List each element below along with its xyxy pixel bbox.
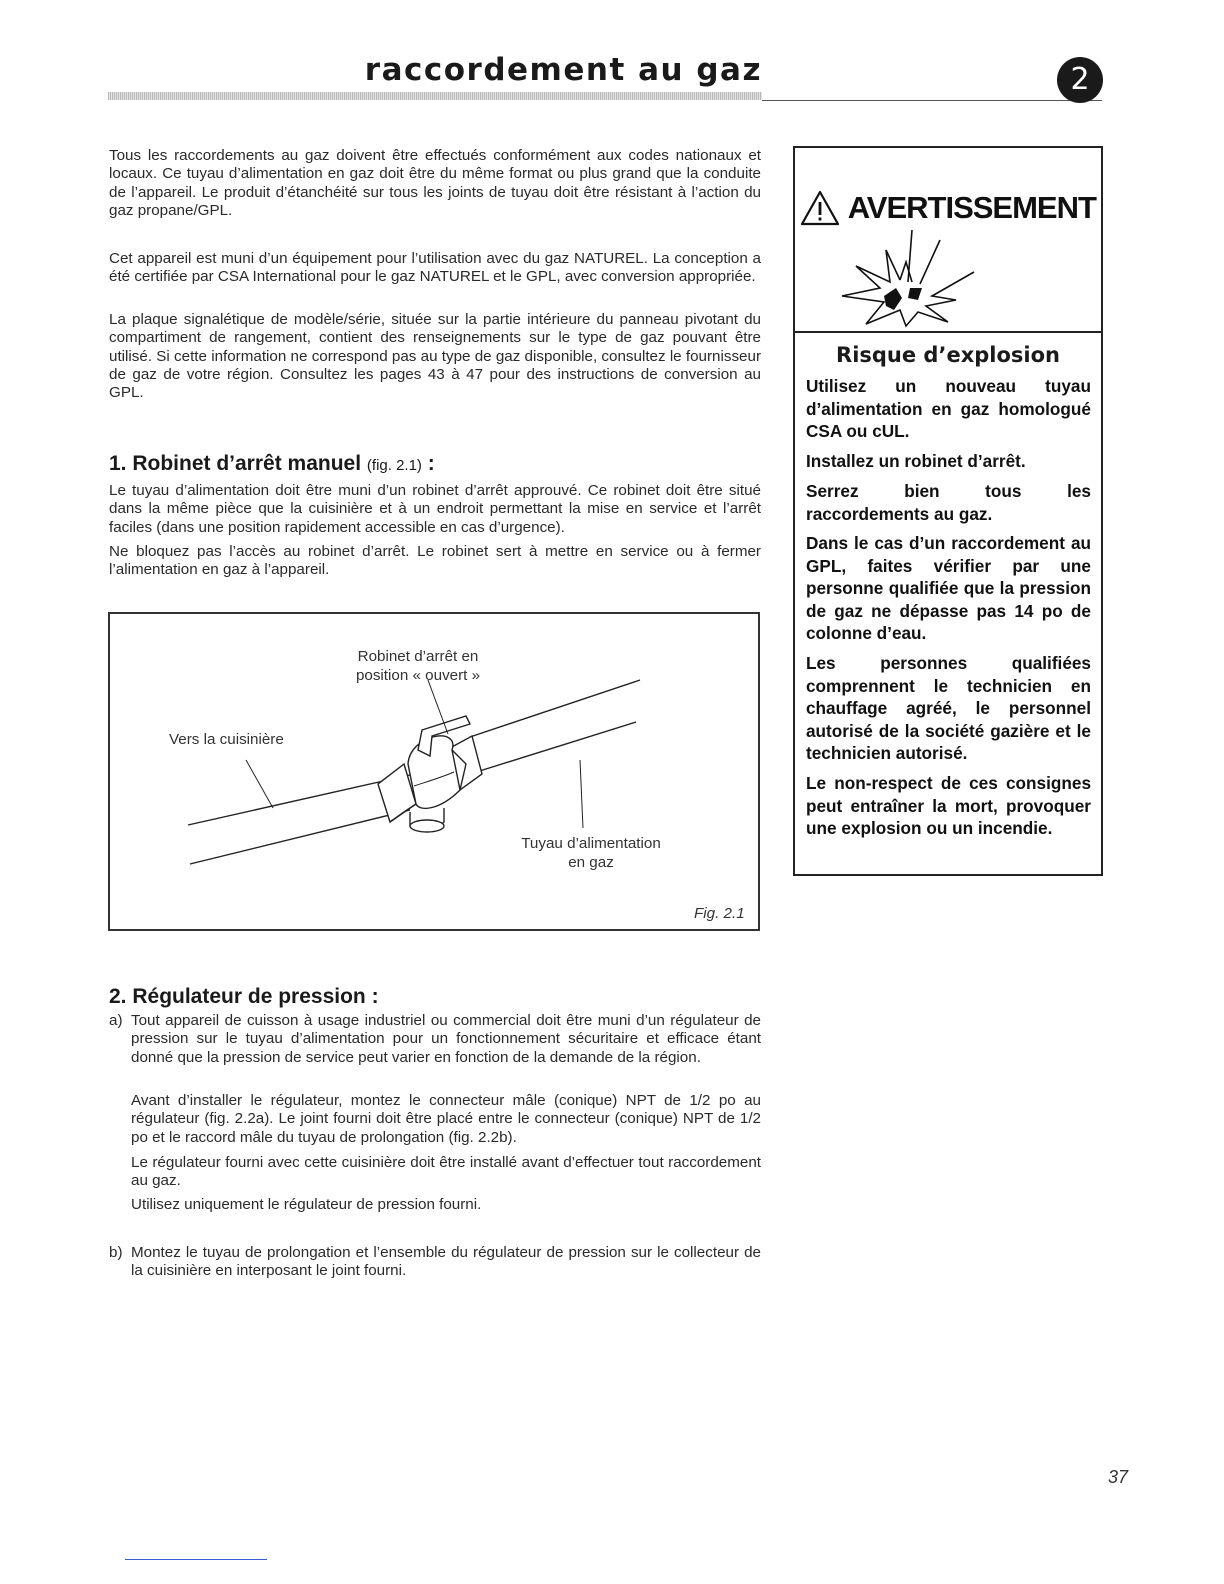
intro-paragraph-1: Tous les raccordements au gaz doivent être effectués conformément aux codes nationaux et locaux. Ce tuyau d’alimentation en gaz doit être du même format ou plus grand que la conduite de l’appareil. Le produit d’étanchéité sur tous les joints de tuyau doit être résistant à l’action du gaz propane/GPL. <box>109 147 761 219</box>
range-leader-line <box>246 760 273 808</box>
pipe-lower-edge-right <box>470 722 636 774</box>
valve-body <box>408 736 460 808</box>
warning-paragraph-2: Installez un robinet d’arrêt. <box>806 451 1026 471</box>
explosion-icon <box>836 226 976 328</box>
warning-title <box>800 186 1096 228</box>
item-a-paragraph-3: Le régulateur fourni avec cette cuisinière doit être installé avant d’effectuer tout raccordement au gaz. <box>131 1154 761 1190</box>
section-1-figure-ref: (fig. 2.1) <box>366 457 422 474</box>
intro-paragraph-2: Cet appareil est muni d’un équipement pour l’utilisation avec du gaz NATUREL. La conception a été certifiée par CSA International pour le gaz NATUREL et le GPL, avec conversion appropriée. <box>109 250 761 286</box>
valve-label-line-2: position « ouvert » <box>355 667 481 684</box>
item-a-marker: a) <box>109 1012 123 1029</box>
intro-paragraph-3: La plaque signalétique de modèle/série, située sur la partie intérieure du panneau pivotant du compartiment de rangement, contient des renseignements sur le type de gaz pouvant être utilisé. Si cette information ne correspond pas au type de gaz disponible, consultez le fournisseur de gaz de votre région. Consultez les pages 43 à 47 pour des instructions de conversion au GPL. <box>109 311 761 402</box>
page-title: raccordement au gaz <box>364 52 762 88</box>
section-1-paragraph-1: Le tuyau d’alimentation doit être muni d’un robinet d’arrêt approuvé. Ce robinet doit être situé dans la même pièce que la cuisinière et à un endroit permettant la mise en service et l’arrêt faciles (dans une position rapidement accessible en cas d’urgence). <box>109 482 761 536</box>
supply-pipe-label-line-2: en gaz <box>568 854 614 871</box>
supply-pipe-label <box>500 834 682 872</box>
pipe-lower-edge-left <box>190 810 410 864</box>
section-1-paragraph-2: Ne bloquez pas l’accès au robinet d’arrêt. Le robinet sert à mettre en service ou à fermer l’alimentation en gaz à l’appareil. <box>109 543 761 579</box>
section-2-heading: 2. Régulateur de pression : <box>109 985 379 1008</box>
warning-paragraph-4: Dans le cas d’un raccordement au GPL, faites vérifier par une personne qualifiée que la pression de gaz ne dépasse pas 14 po de colonne d’eau. <box>806 533 1091 644</box>
footer-link-underline <box>125 1559 267 1560</box>
warning-triangle-icon <box>800 190 840 226</box>
warning-title-text: AVERTISSEMENT <box>847 189 1096 225</box>
explosion-risk-heading: Risque d’explosion <box>836 343 1060 367</box>
figure-caption: Fig. 2.1 <box>694 905 745 922</box>
valve-label <box>330 647 506 685</box>
warning-paragraph-5: Les personnes qualifiées comprennent le technicien en chauffage agréé, le personnel autorisé de la société gazière et le technicien autorisé. <box>806 653 1091 764</box>
supply-pipe-label-line-1: Tuyau d’alimentation <box>521 835 661 852</box>
item-a-paragraph-2: Avant d’installer le régulateur, montez le connecteur mâle (conique) NPT de 1/2 po au régulateur (fig. 2.2a). Le joint fourni doit être placé entre le connecteur (conique) NPT de 1/2 po et le raccord mâle du tuyau de prolongation (fig. 2.2b). <box>131 1092 761 1146</box>
warning-paragraph-6: Le non-respect de ces consignes peut entraîner la mort, provoquer une explosion ou un incendie. <box>806 773 1091 839</box>
section-1-heading-suffix: : <box>421 452 435 475</box>
item-b-paragraph-1: Montez le tuyau de prolongation et l’ensemble du régulateur de pression sur le collecteur de la cuisinière en interposant le joint fourni. <box>131 1244 761 1280</box>
title-rule-extension <box>762 100 1102 101</box>
warning-paragraph-1: Utilisez un nouveau tuyau d’alimentation en gaz homologué CSA ou cUL. <box>806 376 1091 442</box>
range-label: Vers la cuisinière <box>169 731 284 748</box>
section-1-heading-text: 1. Robinet d’arrêt manuel <box>109 452 362 475</box>
item-a-paragraph-1: Tout appareil de cuisson à usage industriel ou commercial doit être muni d’un régulateur de pression sur le tuyau d’alimentation pour un fonctionnement sécuritaire et efficace étant donné que la pression de service peut varier en fonction de la demande de la région. <box>131 1012 761 1066</box>
item-a-paragraph-4: Utilisez uniquement le régulateur de pression fourni. <box>131 1196 482 1213</box>
warning-divider <box>795 331 1101 333</box>
warning-paragraph-3: Serrez bien tous les raccordements au gaz. <box>806 481 1091 524</box>
section-1-heading <box>109 451 761 479</box>
page-number: 37 <box>1108 1467 1129 1487</box>
valve-label-line-1: Robinet d’arrêt en <box>357 648 479 665</box>
item-b-marker: b) <box>109 1244 123 1261</box>
title-rule <box>108 92 762 100</box>
pipe-leader-line <box>580 760 583 828</box>
chapter-badge: 2 <box>1057 57 1103 103</box>
